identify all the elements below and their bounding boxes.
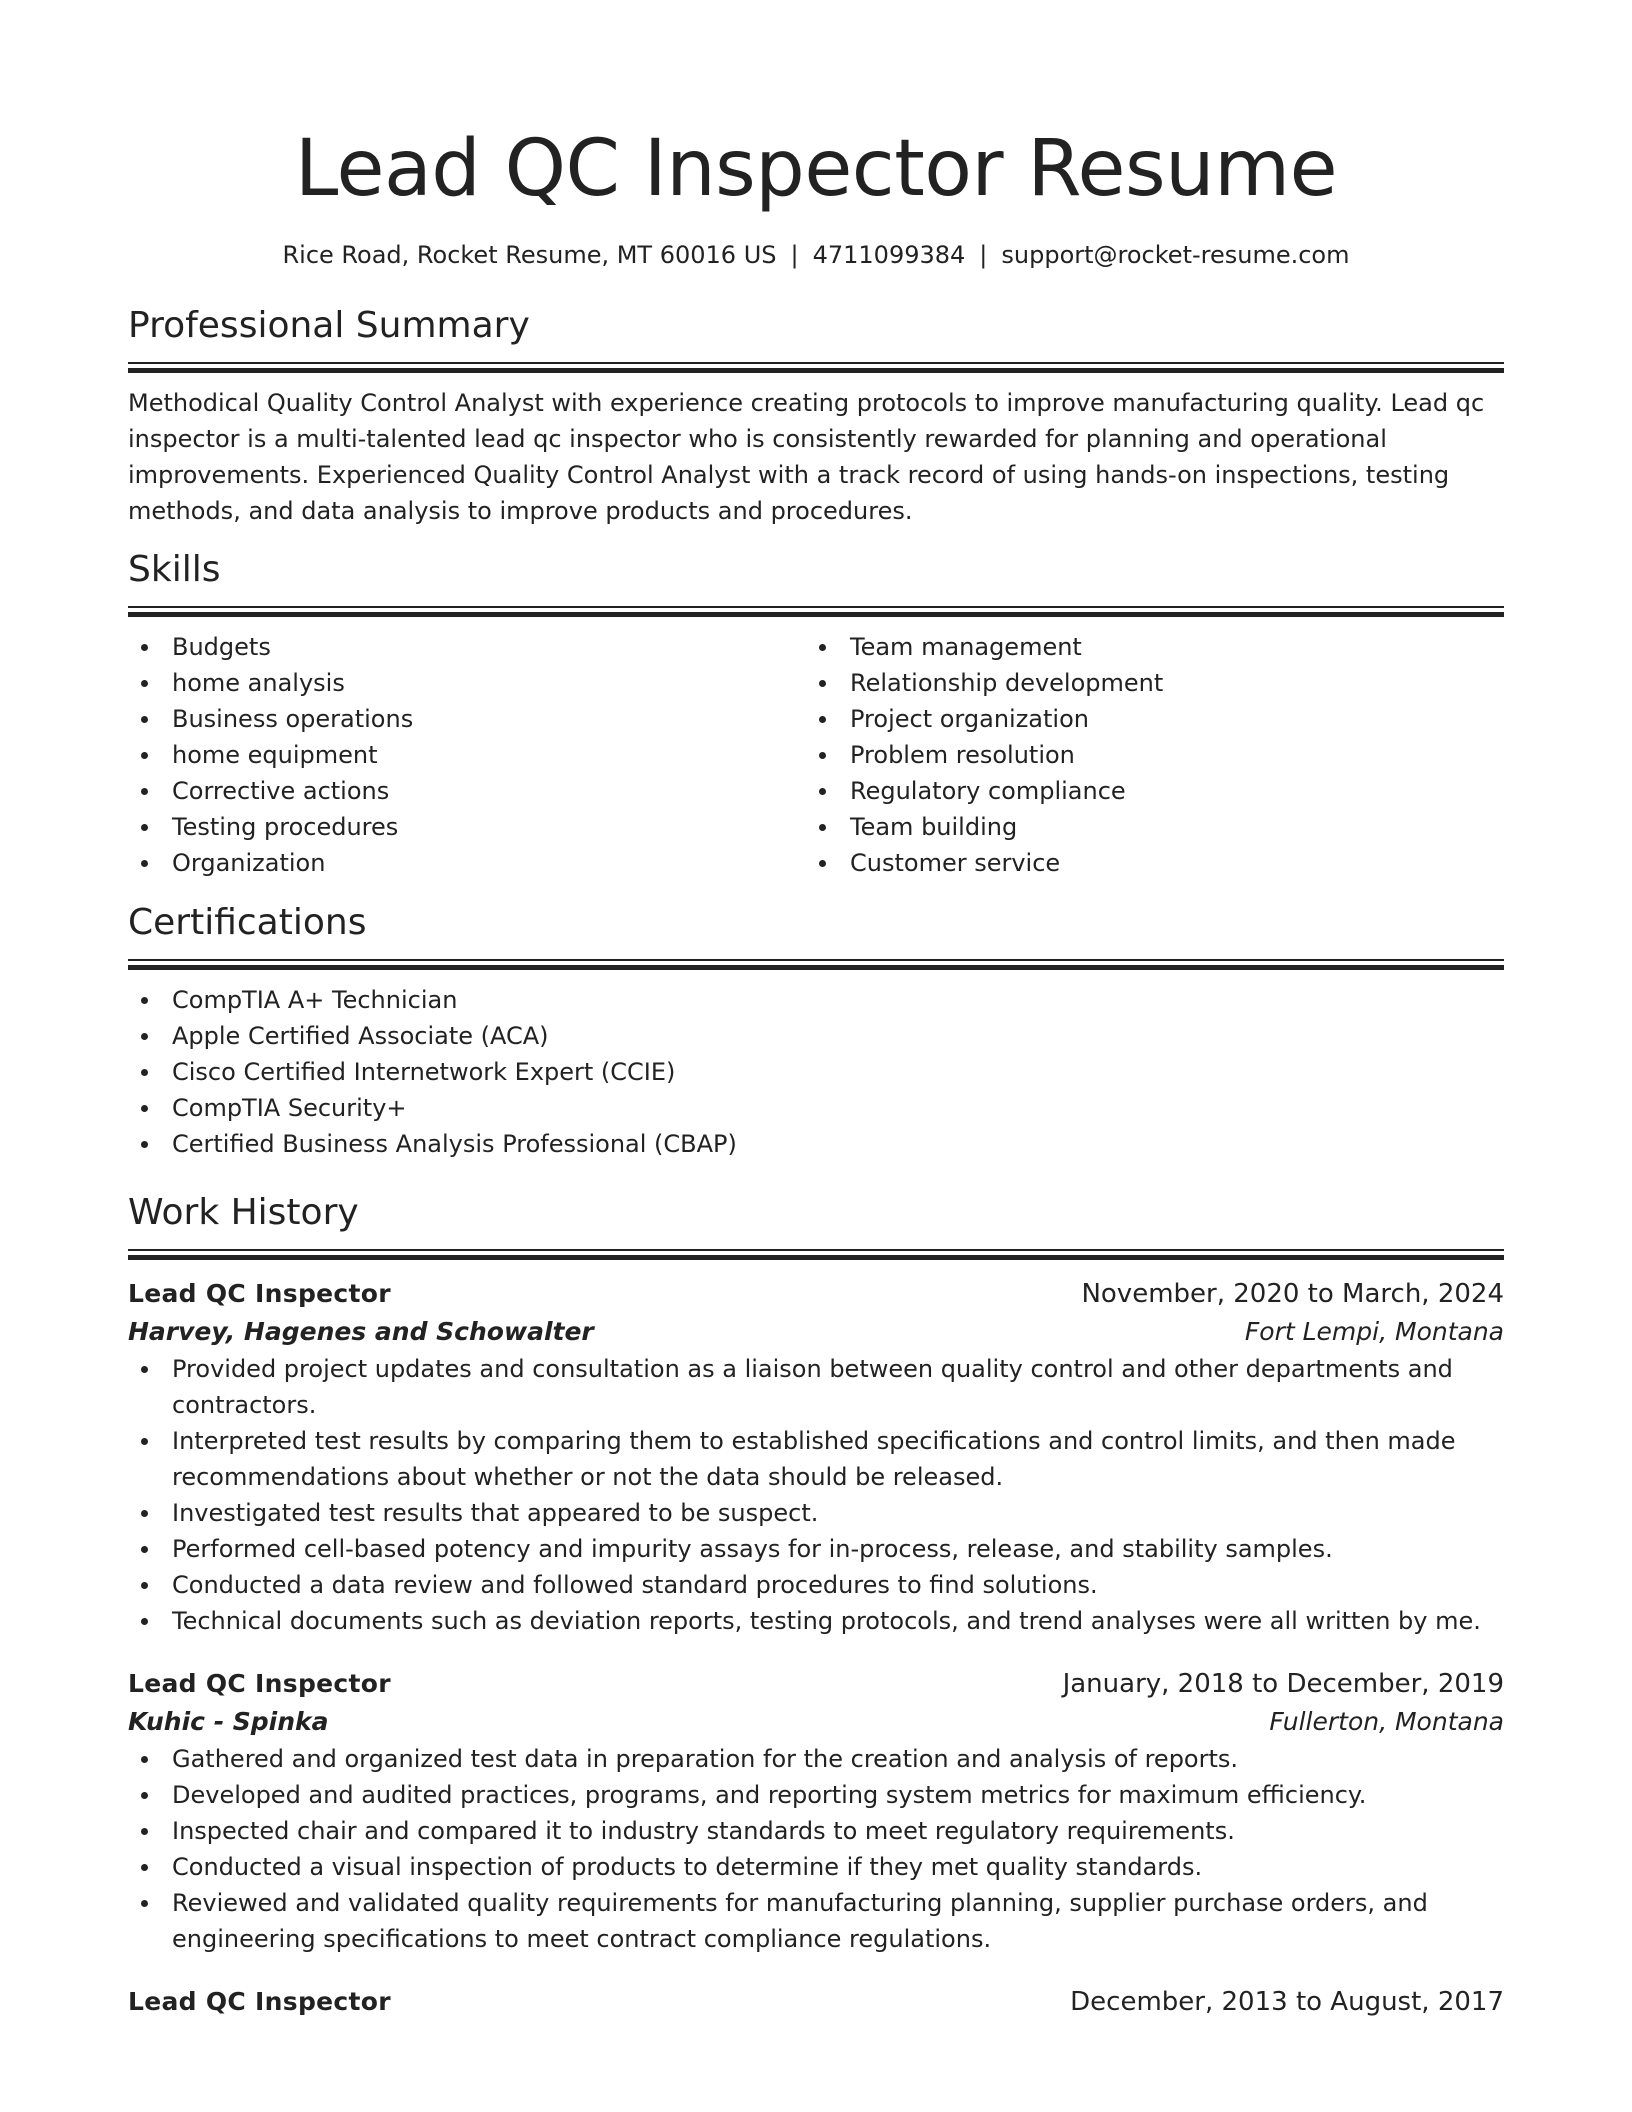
job-location: Fort Lempi, Montana xyxy=(1244,1317,1504,1346)
job-header-row xyxy=(128,1983,1504,2021)
skill-item: home analysis xyxy=(128,665,806,701)
section-divider xyxy=(128,606,1504,616)
job-title: Lead QC Inspector xyxy=(128,1669,391,1698)
certification-item: Cisco Certified Internetwork Expert (CCIE) xyxy=(128,1054,1504,1090)
contact-line xyxy=(128,239,1504,271)
resume-title: Lead QC Inspector Resume xyxy=(294,124,1338,214)
job-dates: December, 2013 to August, 2017 xyxy=(1070,1987,1504,2017)
summary-section xyxy=(128,304,1504,529)
certifications-section xyxy=(128,901,1504,1162)
contact-email[interactable]: support@rocket-resume.com xyxy=(1001,241,1350,269)
contact-separator: | xyxy=(790,241,799,269)
section-divider xyxy=(128,1249,1504,1259)
job-company: Harvey, Hagenes and Schowalter xyxy=(128,1317,594,1346)
job-bullet: Provided project updates and consultation as a liaison between quality control and other departments and contractors. xyxy=(128,1351,1504,1423)
skills-grid xyxy=(128,629,1504,881)
job-entry xyxy=(128,1983,1504,2021)
job-bullet: Gathered and organized test data in preparation for the creation and analysis of reports. xyxy=(128,1741,1504,1777)
skill-item: Project organization xyxy=(806,701,1484,737)
certification-item: CompTIA Security+ xyxy=(128,1090,1504,1126)
skill-item: Testing procedures xyxy=(128,809,806,845)
job-dates: January, 2018 to December, 2019 xyxy=(1062,1669,1504,1699)
skills-section xyxy=(128,548,1504,881)
job-bullet: Conducted a visual inspection of products to determine if they met quality standards. xyxy=(128,1849,1504,1885)
job-bullet: Performed cell-based potency and impurity assays for in-process, release, and stability samples. xyxy=(128,1531,1504,1567)
job-employer-row xyxy=(128,1703,1504,1741)
skills-heading: Skills xyxy=(128,549,221,590)
skill-item: Customer service xyxy=(806,845,1484,881)
skill-item: Budgets xyxy=(128,629,806,665)
skill-item: Business operations xyxy=(128,701,806,737)
certification-item: CompTIA A+ Technician xyxy=(128,982,1504,1018)
contact-separator: | xyxy=(979,241,988,269)
certifications-heading: Certifications xyxy=(128,902,367,943)
job-bullet: Investigated test results that appeared to be suspect. xyxy=(128,1495,1504,1531)
skill-item: Problem resolution xyxy=(806,737,1484,773)
job-bullet: Interpreted test results by comparing them to established specifications and control limits, and then made recommendations about whether or not the data should be released. xyxy=(128,1423,1504,1495)
skill-item: Team building xyxy=(806,809,1484,845)
certification-item: Apple Certified Associate (ACA) xyxy=(128,1018,1504,1054)
job-header-row xyxy=(128,1275,1504,1313)
job-title: Lead QC Inspector xyxy=(128,1279,391,1308)
job-bullet: Inspected chair and compared it to industry standards to meet regulatory requirements. xyxy=(128,1813,1504,1849)
skill-item: Organization xyxy=(128,845,806,881)
job-bullet: Conducted a data review and followed standard procedures to find solutions. xyxy=(128,1567,1504,1603)
skills-list-left xyxy=(128,629,806,881)
job-company: Kuhic - Spinka xyxy=(128,1707,329,1736)
job-bullets xyxy=(128,1351,1504,1639)
job-bullet: Technical documents such as deviation reports, testing protocols, and trend analyses were all written by me. xyxy=(128,1603,1504,1639)
summary-heading: Professional Summary xyxy=(128,305,530,346)
job-dates: November, 2020 to March, 2024 xyxy=(1081,1279,1504,1309)
job-title: Lead QC Inspector xyxy=(128,1987,391,2016)
skill-item: Regulatory compliance xyxy=(806,773,1484,809)
summary-text: Methodical Quality Control Analyst with experience creating protocols to improve manufacturing quality. Lead qc inspector is a multi-talented lead qc inspector who is consistently rewarded for planning and operational improvements. Experienced Quality Control Analyst with a track record of using hands-on inspections, testing methods, and data analysis to improve products and procedures. xyxy=(128,389,1485,525)
job-header-row xyxy=(128,1665,1504,1703)
section-divider xyxy=(128,959,1504,969)
skill-item: home equipment xyxy=(128,737,806,773)
contact-phone: 4711099384 xyxy=(812,241,966,269)
skill-item: Team management xyxy=(806,629,1484,665)
skill-item: Corrective actions xyxy=(128,773,806,809)
job-location: Fullerton, Montana xyxy=(1269,1707,1504,1736)
skill-item: Relationship development xyxy=(806,665,1484,701)
certification-item: Certified Business Analysis Professional (CBAP) xyxy=(128,1126,1504,1162)
contact-address: Rice Road, Rocket Resume, MT 60016 US xyxy=(282,241,777,269)
section-divider xyxy=(128,362,1504,372)
resume-page xyxy=(128,0,1504,2021)
job-entry xyxy=(128,1665,1504,1957)
certifications-list xyxy=(128,982,1504,1162)
job-employer-row xyxy=(128,1313,1504,1351)
work-history-section xyxy=(128,1191,1504,2021)
job-bullet: Developed and audited practices, programs, and reporting system metrics for maximum efficiency. xyxy=(128,1777,1504,1813)
job-bullets xyxy=(128,1741,1504,1957)
job-bullet: Reviewed and validated quality requirements for manufacturing planning, supplier purchase orders, and engineering specifications to meet contract compliance regulations. xyxy=(128,1885,1504,1957)
skills-list-right xyxy=(806,629,1484,881)
work-history-heading: Work History xyxy=(128,1192,359,1233)
job-entry xyxy=(128,1275,1504,1639)
